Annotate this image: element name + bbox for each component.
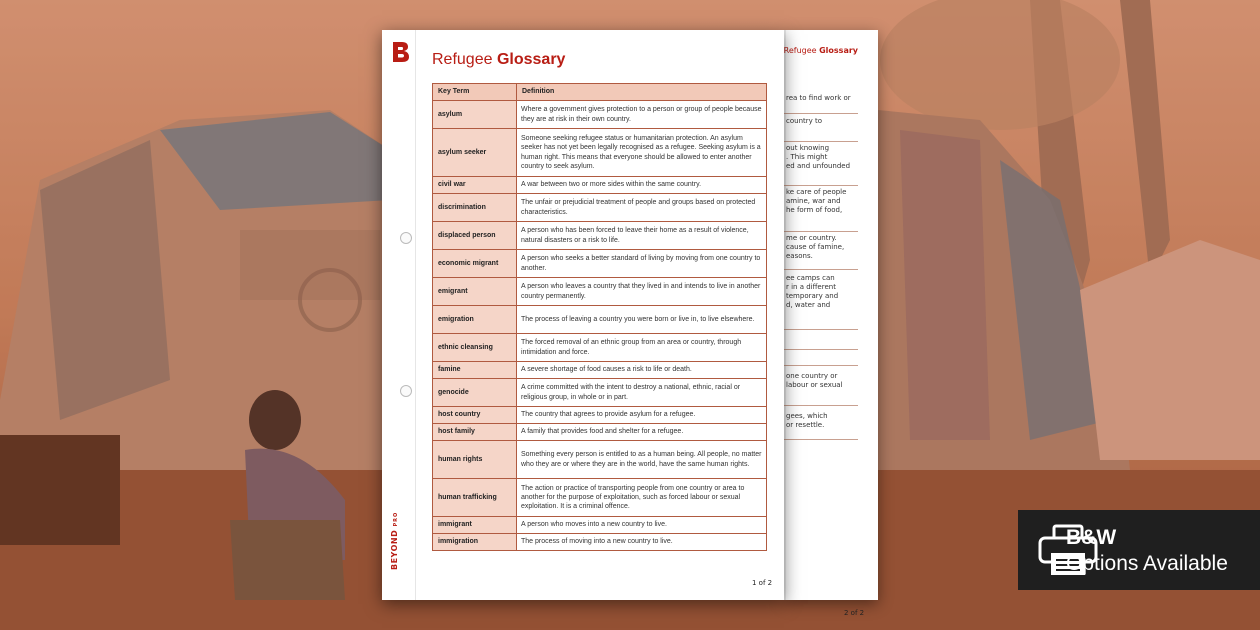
table-row (433, 517, 767, 534)
page-title (432, 51, 565, 69)
page-2-title-plain: Refugee (783, 46, 817, 55)
definition-cell: A war between two or more sides within the same country. (517, 177, 767, 194)
definition-cell: Something every person is entitled to as a human being. All people, no matter who they are or where they are in the world, have the same human rights. (517, 441, 767, 479)
beyond-logo-icon (390, 40, 410, 64)
page-title-bold: Glossary (496, 51, 566, 68)
page-2-title-bold: Glossary (819, 46, 858, 55)
term-cell: economic migrant (433, 250, 517, 278)
binder-hole-icon (400, 385, 412, 397)
page-2-table (784, 92, 858, 440)
term-cell: civil war (433, 177, 517, 194)
glossary-page-1 (382, 30, 784, 600)
page-2-row (784, 330, 858, 350)
page-2-row (784, 350, 858, 366)
term-cell: immigrant (433, 517, 517, 534)
table-row (433, 379, 767, 407)
table-row (433, 222, 767, 250)
definition-cell: A person who has been forced to leave their home as a result of violence, natural disasters or a risk to life. (517, 222, 767, 250)
definition-cell: A severe shortage of food causes a risk to life or death. (517, 362, 767, 379)
page-2-row: rea to find work or (784, 92, 858, 114)
table-row (433, 362, 767, 379)
term-cell: asylum seeker (433, 129, 517, 177)
term-cell: emigration (433, 306, 517, 334)
term-cell: famine (433, 362, 517, 379)
definition-cell: The unfair or prejudicial treatment of people and groups based on protected characteristics. (517, 194, 767, 222)
term-cell: discrimination (433, 194, 517, 222)
bw-subtitle: Options Available (1066, 552, 1228, 575)
page-number: 1 of 2 (752, 579, 773, 587)
page-2-row: country to (784, 114, 858, 142)
term-cell: genocide (433, 379, 517, 407)
table-row (433, 479, 767, 517)
table-row (433, 334, 767, 362)
definition-cell: The country that agrees to provide asylum for a refugee. (517, 407, 767, 424)
table-row (433, 441, 767, 479)
table-row (433, 278, 767, 306)
brand-wordmark: BEYOND PRO (390, 511, 399, 570)
term-cell: immigration (433, 534, 517, 551)
page-2-row: gees, which or resettle. (784, 406, 858, 440)
definition-cell: Someone seeking refugee status or humanitarian protection. An asylum seeker has not yet been legally recognised as a refugee. Seeking asylum is a human right. This means that everyone should be allowed to enter another country to seek asylum. (517, 129, 767, 177)
glossary-body (433, 101, 767, 551)
table-row (433, 129, 767, 177)
definition-cell: A person who moves into a new country to live. (517, 517, 767, 534)
bw-title: B&W (1066, 526, 1117, 549)
table-row (433, 194, 767, 222)
table-row (433, 424, 767, 441)
glossary-page-2 (783, 30, 878, 617)
term-cell: human rights (433, 441, 517, 479)
column-header-definition: Definition (517, 84, 767, 101)
definition-cell: Where a government gives protection to a person or group of people because they are at risk in their own country. (517, 101, 767, 129)
page-2-row: one country or labour or sexual (784, 366, 858, 406)
definition-cell: The action or practice of transporting people from one country or area to another for the purpose of exploitation, such as forced labour or sexual exploitation. It is a criminal offence. (517, 479, 767, 517)
bw-options-banner[interactable] (1018, 510, 1260, 590)
table-row (433, 101, 767, 129)
term-cell: emigrant (433, 278, 517, 306)
glossary-table (432, 83, 767, 551)
term-cell: host country (433, 407, 517, 424)
definition-cell: The process of leaving a country you were born or live in, to live elsewhere. (517, 306, 767, 334)
page-2-number: 2 of 2 (844, 609, 865, 617)
definition-cell: The process of moving into a new country to live. (517, 534, 767, 551)
table-row (433, 250, 767, 278)
definition-cell: A family that provides food and shelter for a refugee. (517, 424, 767, 441)
page-2-row: ke care of people amine, war and he form of food, (784, 186, 858, 232)
page-title-plain: Refugee (432, 51, 493, 68)
column-header-key-term: Key Term (433, 84, 517, 101)
table-row (433, 177, 767, 194)
term-cell: human trafficking (433, 479, 517, 517)
term-cell: ethnic cleansing (433, 334, 517, 362)
definition-cell: A person who seeks a better standard of living by moving from one country to another. (517, 250, 767, 278)
page-2-title (784, 46, 858, 55)
page-2-row: me or country. cause of famine, easons. (784, 232, 858, 270)
table-row (433, 306, 767, 334)
definition-cell: A person who leaves a country that they lived in and intends to live in another country permanently. (517, 278, 767, 306)
binder-hole-icon (400, 232, 412, 244)
page-spine (382, 30, 416, 600)
page-2-row: out knowing . This might ed and unfounded (784, 142, 858, 186)
definition-cell: The forced removal of an ethnic group from an area or country, through intimidation and force. (517, 334, 767, 362)
term-cell: displaced person (433, 222, 517, 250)
page-2-row: ee camps can r in a different temporary and d, water and (784, 270, 858, 330)
table-row (433, 534, 767, 551)
term-cell: host family (433, 424, 517, 441)
term-cell: asylum (433, 101, 517, 129)
table-header-row (433, 84, 767, 101)
definition-cell: A crime committed with the intent to destroy a national, ethnic, racial or religious group, in whole or in part. (517, 379, 767, 407)
table-row (433, 407, 767, 424)
